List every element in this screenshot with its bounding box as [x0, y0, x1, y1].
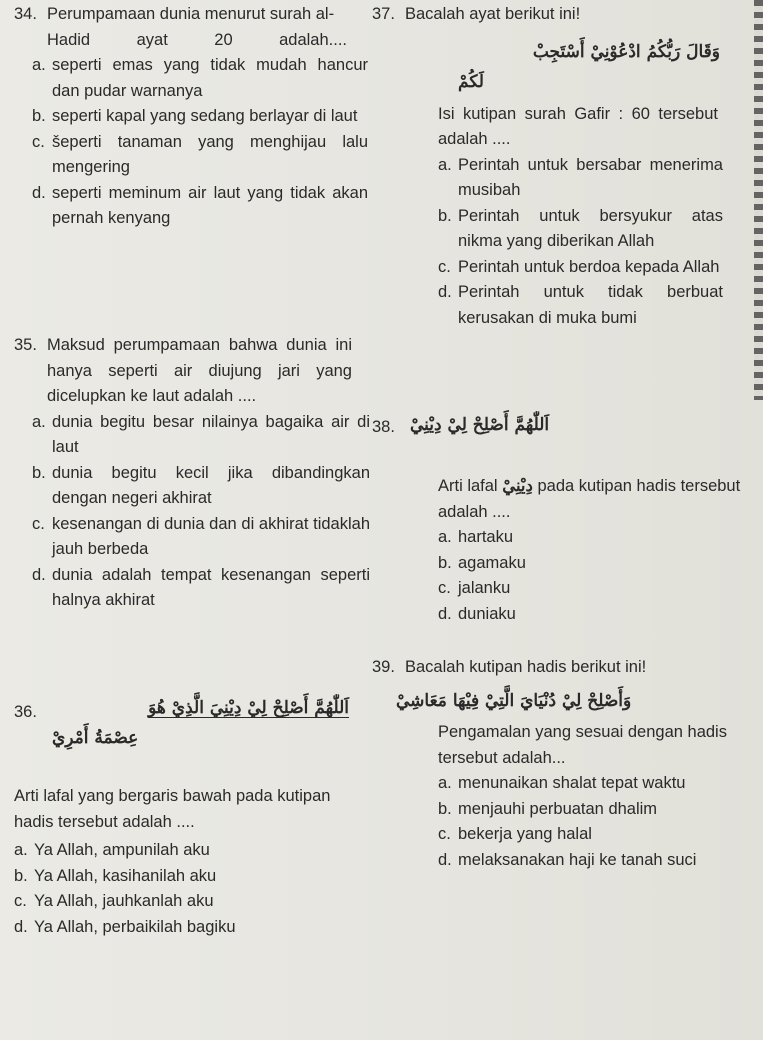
question-text: Maksud perumpamaan bahwa dunia ini hanya seperti air diujung jari yang dicelupkan ke laut adalah ....: [47, 336, 352, 405]
option-d[interactable]: d. dunia adalah tempat kesenangan seperti halnya akhirat: [32, 565, 370, 609]
question-text: Arti lafal دِيْنِيْ pada kutipan hadis tersebut adalah ....: [372, 473, 748, 525]
option-c[interactable]: c. šeperti tanaman yang menghijau lalu mengering: [32, 132, 368, 176]
option-d[interactable]: d. seperti meminum air laut yang tidak akan pernah kenyang: [32, 183, 368, 227]
option-b[interactable]: b. Ya Allah, kasihanilah aku: [14, 866, 217, 885]
option-a[interactable]: a. dunia begitu besar nilainya bagaika air di laut: [32, 412, 370, 456]
question-text: Bacalah ayat berikut ini!: [405, 5, 581, 23]
page-edge-binding: [754, 0, 763, 400]
question-number: 36.: [14, 703, 37, 721]
option-b[interactable]: b. agamaku: [438, 553, 526, 572]
question-number: 37.: [372, 5, 395, 23]
question-text-2: Pengamalan yang sesuai dengan hadis tersebut adalah...: [438, 723, 727, 767]
question-34: [14, 2, 368, 232]
hadith-arabic-line-1: اَللّٰهُمَّ أَصْلِحْ لِيْ دِيْنِيَ الَّذِيْ هُوَ: [148, 698, 349, 718]
arabic-word: دِيْنِيْ: [502, 476, 533, 495]
option-d[interactable]: d. duniaku: [438, 604, 516, 623]
option-c[interactable]: c. jalanku: [438, 579, 511, 597]
question-37: [372, 2, 752, 331]
question-number: 34.: [14, 5, 37, 23]
option-b[interactable]: b. menjauhi perbuatan dhalim: [438, 799, 658, 818]
option-a[interactable]: a. Perintah untuk bersabar menerima musibah: [438, 155, 723, 199]
hadith-arabic: وَأَصْلِحْ لِيْ دُنْيَايَ الَّتِيْ فِيْهَا مَعَاشِيْ: [396, 690, 632, 711]
question-36: [14, 696, 359, 940]
question-text: Arti lafal yang bergaris bawah pada kutipan hadis tersebut adalah ....: [14, 787, 331, 831]
verse-arabic-line-1: وَقَالَ رَبُّكُمُ ادْعُوْنِيْ أَسْتَجِبْ: [532, 41, 720, 62]
option-c[interactable]: c. Perintah untuk berdoa kepada Allah: [438, 257, 720, 276]
hadith-arabic: اَللّٰهُمَّ أَصْلِحْ لِيْ دِيْنِيْ: [410, 415, 550, 435]
question-number: 35.: [14, 336, 37, 354]
option-d[interactable]: d. Ya Allah, perbaikilah bagiku: [14, 917, 236, 936]
option-a[interactable]: a. menunaikan shalat tepat waktu: [438, 774, 686, 792]
question-text-2: Isi kutipan surah Gafir : 60 tersebut adalah ....: [438, 104, 718, 148]
question-number: 39.: [372, 658, 395, 676]
option-b[interactable]: b. Perintah untuk bersyukur atas nikma yang diberikan Allah: [438, 206, 723, 250]
option-c[interactable]: c. bekerja yang halal: [438, 825, 592, 843]
option-a[interactable]: a. Ya Allah, ampunilah aku: [14, 841, 210, 859]
option-a[interactable]: a. hartaku: [438, 528, 514, 546]
option-b[interactable]: b. dunia begitu kecil jika dibandingkan dengan negeri akhirat: [32, 463, 370, 507]
option-a[interactable]: a. seperti emas yang tidak mudah hancur dan pudar warnanya: [32, 56, 368, 100]
question-35: [14, 333, 370, 614]
hadith-arabic-line-2: عِصْمَةُ أَمْرِيْ: [52, 728, 139, 748]
question-38: [372, 413, 752, 627]
option-c[interactable]: c. kesenangan di dunia dan di akhirat tidaklah jauh berbeda: [32, 514, 370, 558]
option-d[interactable]: d. melaksanakan haji ke tanah suci: [438, 850, 697, 869]
option-d[interactable]: d. Perintah untuk tidak berbuat kerusakan di muka bumi: [438, 283, 723, 327]
question-39: [372, 655, 763, 873]
option-b[interactable]: b. seperti kapal yang sedang berlayar di laut: [32, 107, 358, 125]
question-text: Perumpamaan dunia menurut surah al-Hadid ayat 20 adalah....: [47, 5, 347, 49]
option-c[interactable]: c. Ya Allah, jauhkanlah aku: [14, 892, 214, 910]
question-number: 38.: [372, 418, 395, 436]
verse-arabic-line-2: لَكُمْ: [458, 71, 484, 92]
question-text: Bacalah kutipan hadis berikut ini!: [405, 658, 647, 676]
